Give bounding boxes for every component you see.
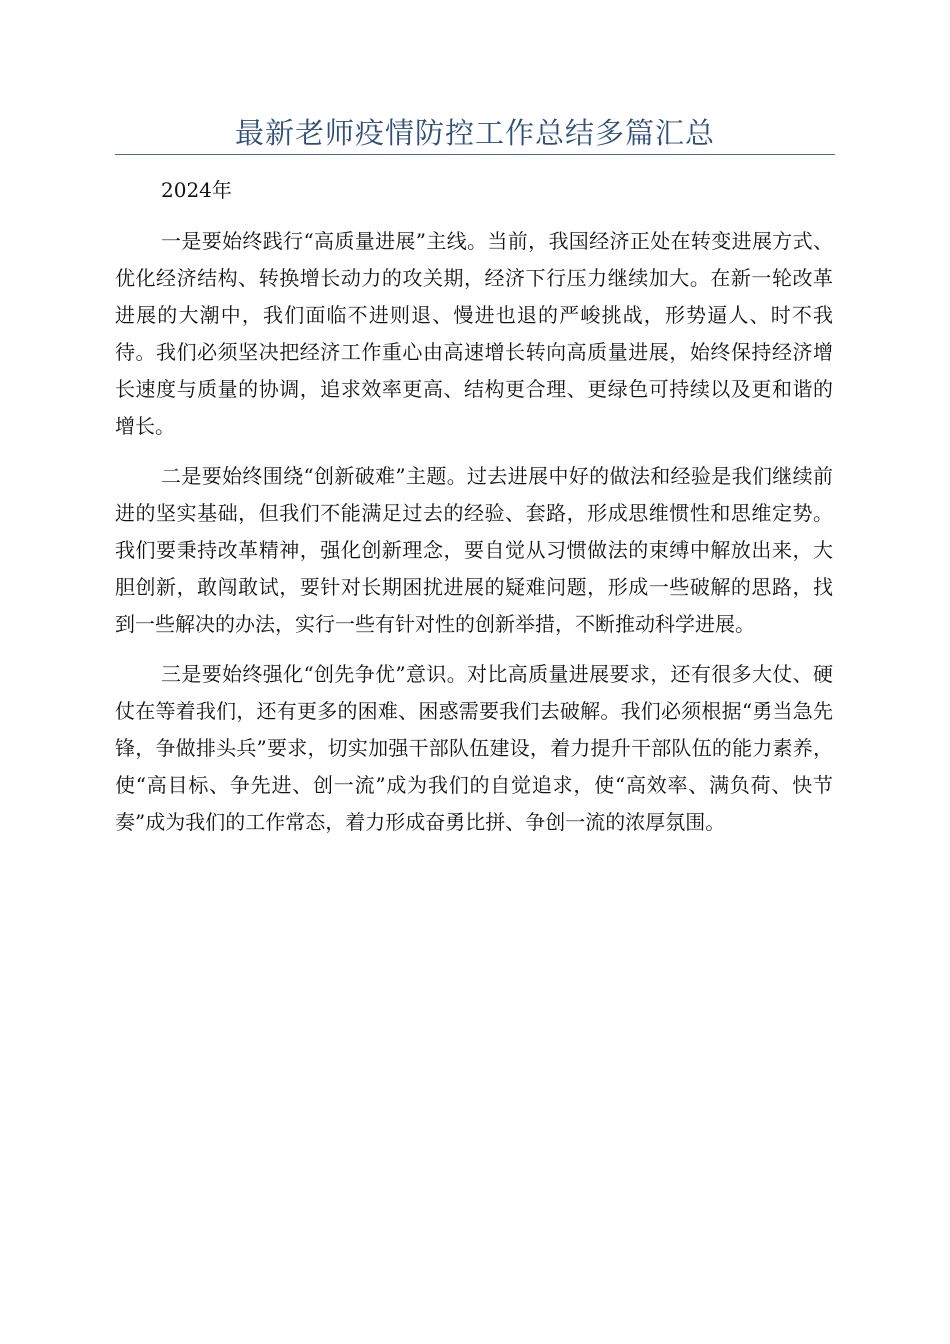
title-underline <box>115 154 835 155</box>
paragraph-2: 二是要始终围绕“创新破难”主题。过去进展中好的做法和经验是我们继续前进的坚实基础，但我们不能满足过去的经验、套路，形成思维惯性和思维定势。我们要秉持改革精神，强化创新理念，要自觉从习惯做法的束缚中解放出来，大胆创新，敢闯敢试，要针对长期困扰进展的疑难问题，形成一些破解的思路，找到一些解决的办法，实行一些有针对性的创新举措，不断推动科学进展。 <box>115 464 833 636</box>
document-year: 2024年 <box>161 178 232 202</box>
document-title: 最新老师疫情防控工作总结多篇汇总 <box>234 116 715 150</box>
paragraph-1: 一是要始终践行“高质量进展”主线。当前，我国经济正处在转变进展方式、优化经济结构、转换增长动力的攻关期，经济下行压力继续加大。在新一轮改革进展的大潮中，我们面临不进则退、慢进也退的严峻挑战，形势逼人、时不我待。我们必须坚决把经济工作重心由高速增长转向高质量进展，始终保持经济增长速度与质量的协调，追求效率更高、结构更合理、更绿色可持续以及更和谐的增长。 <box>115 229 833 438</box>
paragraph-3: 三是要始终强化“创先争优”意识。对比高质量进展要求，还有很多大仗、硬仗在等着我们，还有更多的困难、困惑需要我们去破解。我们必须根据“勇当急先锋，争做排头兵”要求，切实加强干部队伍建设，着力提升干部队伍的能力素养，使“高目标、争先进、创一流”成为我们的自觉追求，使“高效率、满负荷、快节奏”成为我们的工作常态，着力形成奋勇比拼、争创一流的浓厚氛围。 <box>115 662 833 834</box>
document-body <box>115 172 833 854</box>
